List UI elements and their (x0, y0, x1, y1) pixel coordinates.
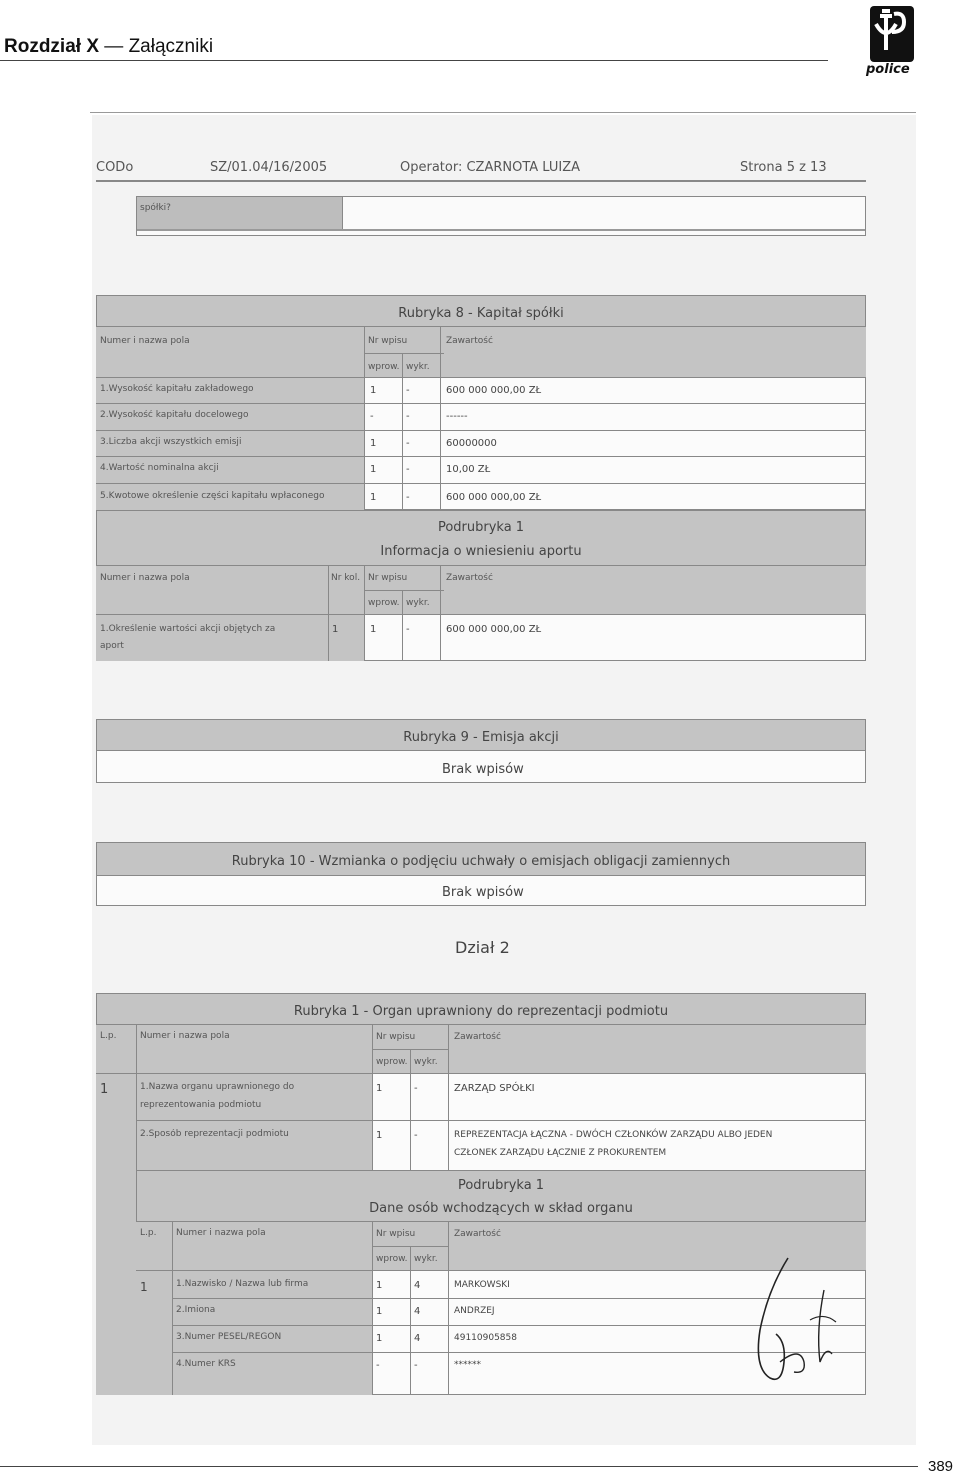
rubryka8-hrule (364, 353, 444, 354)
footer-rule (0, 1466, 918, 1467)
rubryka9-empty: Brak wpisów (442, 762, 524, 777)
rubryka1-row1-name-2: reprezentowania podmiotu (140, 1100, 262, 1110)
rubryka8-sub-col-wprow: wprow. (368, 598, 400, 608)
rubryka1-sub-row2-name: 2.Imiona (176, 1305, 216, 1315)
rubryka1-row1-value: ZARZĄD SPÓŁKI (454, 1083, 535, 1094)
rubryka1-sub-vrule (372, 1222, 373, 1395)
rubryka10-empty: Brak wpisów (442, 885, 524, 900)
rubryka1-sub-col-wykr: wykr. (414, 1254, 438, 1264)
rubryka8-content-header (444, 327, 866, 377)
rubryka1-sub-row3-wykr: 4 (414, 1333, 421, 1344)
rubryka1-row1-wprow: 1 (376, 1083, 383, 1094)
rubryka8-sub-col-name: Numer i nazwa pola (100, 573, 190, 583)
rubryka1-row2-wprow: 1 (376, 1130, 383, 1141)
rubryka1-sub-row3-wprow: 1 (376, 1333, 383, 1344)
rubryka10-title: Rubryka 10 - Wzmianka o podjęciu uchwały o emisjach obligacji zamiennych (231, 854, 731, 869)
rubryka8-row4-wprow: 1 (370, 464, 377, 475)
rubryka8-hrule (96, 403, 866, 404)
rubryka1-sub-row2-wprow: 1 (376, 1306, 383, 1317)
rubryka8-sub-col-nr: Nr wpisu (368, 573, 408, 583)
rubryka1-sub-row2-value: ANDRZEJ (454, 1306, 495, 1316)
rubryka1-sub-col-name: Numer i nazwa pola (176, 1228, 266, 1238)
rubryka8-sub-col-wykr: wykr. (406, 598, 430, 608)
rubryka1-sub-title-1: Podrubryka 1 (457, 1178, 545, 1193)
rubryka1-lp: 1 (100, 1082, 109, 1097)
rubryka8-sub-title-1: Podrubryka 1 (437, 520, 525, 535)
rubryka1-vrule (448, 1025, 449, 1170)
rubryka8-col-wprow: wprow. (368, 362, 400, 372)
rubryka8-vrule (440, 327, 441, 510)
rubryka8-sub-vrule (364, 566, 365, 661)
rubryka8-row2-wprow: - (370, 411, 374, 422)
rubryka8-sub-vrule (440, 566, 441, 661)
rubryka1-hrule (136, 1120, 866, 1121)
rubryka1-sub-vrule (172, 1222, 173, 1395)
rubryka1-row2-wykr: - (414, 1130, 418, 1141)
doc-operator: Operator: CZARNOTA LUIZA (400, 160, 581, 175)
rubryka8-col-name: Numer i nazwa pola (100, 336, 190, 346)
rubryka1-col-wykr: wykr. (414, 1057, 438, 1067)
rubryka8-sub-row-value: 600 000 000,00 ZŁ (446, 624, 542, 635)
rubryka1-sub-row2-wykr: 4 (414, 1306, 421, 1317)
rubryka8-row5-name: 5.Kwotowe określenie części kapitału wpłaconego (100, 491, 325, 501)
rubryka8-row3-wykr: - (406, 438, 410, 449)
rubryka1-vrule (410, 1049, 411, 1170)
rubryka1-sub-row1-wykr: 4 (414, 1280, 421, 1291)
rubryka1-row1-wykr: - (414, 1083, 418, 1094)
rubryka8-sub-row-name-1: 1.Określenie wartości akcji objętych za (100, 624, 276, 634)
rubryka8-sub-row-wprow: 1 (370, 624, 377, 635)
rubryka1-sub-title-2: Dane osób wchodzących w skład organu (369, 1201, 633, 1216)
rubryka8-row5-wykr: - (406, 492, 410, 503)
rubryka1-title: Rubryka 1 - Organ uprawniony do reprezentacji podmiotu (293, 1004, 669, 1019)
scan-top-rule (90, 112, 916, 113)
rubryka8-sub-row-name-2: aport (100, 641, 124, 651)
spolki-box (136, 196, 866, 236)
header-rule (0, 60, 828, 61)
rubryka8-row2-wykr: - (406, 411, 410, 422)
rubryka1-row2-value-1: REPREZENTACJA ŁĄCZNA - DWÓCH CZŁONKÓW ZARZĄDU ALBO JEDEN (454, 1130, 773, 1140)
rubryka8-row3-wprow: 1 (370, 438, 377, 449)
rubryka1-sub-row4-wykr: - (414, 1360, 418, 1371)
rubryka1-sub-lp: 1 (140, 1280, 148, 1294)
rubryka8-hrule (96, 430, 866, 431)
rubryka8-row2-value: ------ (446, 411, 468, 422)
rubryka1-row2-name: 2.Sposób reprezentacji podmiotu (140, 1129, 289, 1139)
rubryka8-sub-hrule (364, 590, 444, 591)
rubryka1-sub-vrule (410, 1246, 411, 1395)
rubryka1-hrule (96, 1073, 866, 1074)
rubryka8-sub-col-content: Zawartość (446, 573, 493, 583)
rubryka1-row2-value-2: CZŁONEK ZARZĄDU ŁĄCZNIE Z PROKURENTEM (454, 1148, 667, 1158)
page-number: 389 (928, 1458, 954, 1475)
rubryka1-sub-row1-wprow: 1 (376, 1280, 383, 1291)
rubryka8-col-nr: Nr wpisu (368, 336, 408, 346)
rubryka8-row1-value: 600 000 000,00 ZŁ (446, 385, 542, 396)
dzial2-heading: Dział 2 (455, 938, 510, 957)
rubryka8-sub-title-2: Informacja o wniesieniu aportu (380, 544, 582, 559)
rubryka1-col-content: Zawartość (454, 1032, 501, 1042)
rubryka1-vrule (372, 1025, 373, 1170)
rubryka1-sub-row1-value: MARKOWSKI (454, 1280, 510, 1290)
rubryka1-sub-col-lp: L.p. (140, 1228, 157, 1238)
rubryka8-sub-hrule (96, 614, 866, 615)
page-title (4, 36, 213, 58)
section-label: Załączniki (128, 36, 214, 57)
doc-page: Strona 5 z 13 (740, 160, 827, 175)
rubryka8-row5-wprow: 1 (370, 492, 377, 503)
rubryka8-vrule (402, 353, 403, 510)
rubryka8-sub-col-kol: Nr kol. (331, 573, 361, 583)
rubryka8-sub-row-wykr: - (406, 624, 410, 635)
rubryka1-sub-row4-value: ****** (454, 1360, 481, 1370)
rubryka1-sub-row3-name: 3.Numer PESEL/REGON (176, 1332, 282, 1342)
rubryka1-sub-row4-wprow: - (376, 1360, 380, 1371)
rubryka8-row3-name: 3.Liczba akcji wszystkich emisji (100, 437, 242, 447)
rubryka1-col-lp: L.p. (100, 1031, 117, 1041)
rubryka8-col-content: Zawartość (446, 336, 493, 346)
doc-header-rule (96, 180, 866, 182)
rubryka8-row2-name: 2.Wysokość kapitału docelowego (100, 410, 249, 420)
rubryka8-hrule (96, 377, 866, 378)
title-dash: — (104, 36, 124, 57)
rubryka8-hrule (96, 456, 866, 457)
rubryka1-sub-col-content: Zawartość (454, 1229, 501, 1239)
rubryka1-col-wprow: wprow. (376, 1057, 408, 1067)
rubryka9-title: Rubryka 9 - Emisja akcji (403, 730, 559, 745)
rubryka8-row4-value: 10,00 ZŁ (446, 464, 491, 475)
rubryka8-row5-value: 600 000 000,00 ZŁ (446, 492, 542, 503)
rubryka1-row1-name-1: 1.Nazwa organu uprawnionego do (140, 1082, 295, 1092)
rubryka8-row1-wprow: 1 (370, 385, 377, 396)
rubryka1-name-column (136, 1025, 372, 1170)
rubryka8-row3-value: 60000000 (446, 438, 497, 449)
rubryka8-vrule (364, 327, 365, 510)
rubryka8-sub-vrule (328, 566, 329, 661)
rubryka8-row4-name: 4.Wartość nominalna akcji (100, 463, 219, 473)
rubryka8-sub-row-kol: 1 (332, 624, 339, 635)
rubryka1-sub-row4-name: 4.Numer KRS (176, 1359, 236, 1369)
chapter-label: Rozdział X (4, 36, 100, 57)
rubryka1-sub-col-nr: Nr wpisu (376, 1229, 416, 1239)
spolki-label: spółki? (137, 197, 343, 229)
rubryka1-col-nr: Nr wpisu (376, 1032, 416, 1042)
rubryka1-sub-vrule (448, 1222, 449, 1395)
rubryka8-sub-vrule (402, 590, 403, 661)
logo-wordmark: police (866, 62, 910, 77)
rubryka1-col-name: Numer i nazwa pola (140, 1031, 230, 1041)
rubryka8-title: Rubryka 8 - Kapitał spółki (398, 306, 564, 321)
doc-codo: CODo (96, 160, 134, 175)
rubryka8-row1-wykr: - (406, 385, 410, 396)
rubryka1-lp-column (96, 1025, 136, 1395)
rubryka8-row4-wykr: - (406, 464, 410, 475)
rubryka8-hrule (96, 483, 866, 484)
handwritten-signature (740, 1250, 870, 1390)
rubryka1-sub-col-wprow: wprow. (376, 1254, 408, 1264)
spolki-rule (137, 229, 865, 231)
rubryka1-sub-row3-value: 49110905858 (454, 1333, 517, 1343)
rubryka8-row1-name: 1.Wysokość kapitału zakładowego (100, 384, 254, 394)
rubryka8-col-wykr: wykr. (406, 362, 430, 372)
rubryka1-sub-row1-name: 1.Nazwisko / Nazwa lub firma (176, 1279, 309, 1289)
doc-ref: SZ/01.04/16/2005 (210, 160, 328, 175)
